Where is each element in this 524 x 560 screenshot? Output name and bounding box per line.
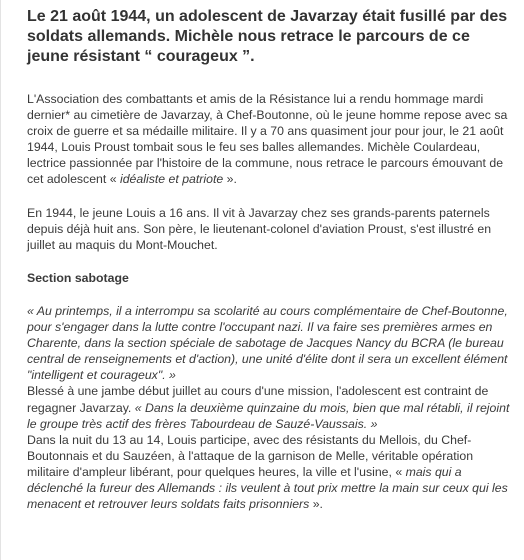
paragraph-injury-quote: « Dans la deuxième quinzaine du mois, bien que mal rétabli, il rejoint le groupe très actif des frères Tabourdeau de Sauzé-Vaussais. » bbox=[27, 400, 510, 431]
paragraph-attack-quote: mais qui a déclenché la fureur des Allemands : ils veulent à tout prix mettre la main sur ceux qui les menacent et retrouver leurs soldats faits prisonniers bbox=[27, 464, 508, 512]
article-headline: Le 21 août 1944, un adolescent de Javarzay était fusillé par des soldats allemands. Michèle nous retrace le parcours de ce jeune résistant “ courageux ”. bbox=[27, 8, 508, 65]
paragraph-attack-end: ». bbox=[309, 497, 323, 512]
article-body bbox=[27, 91, 512, 512]
section-heading: Section sabotage bbox=[27, 270, 129, 285]
paragraph-intro-quote: idéaliste et patriote bbox=[119, 172, 224, 187]
paragraph-intro bbox=[27, 91, 512, 188]
paragraph-injury-text: Blessé à une jambe début juillet au cours d'une mission, l'adolescent est contraint de regagner Javarzay. bbox=[27, 384, 489, 415]
paragraph-context: En 1944, le jeune Louis a 16 ans. Il vit à Javarzay chez ses grands-parents paternels depuis déjà huit ans. Son père, le lieutenant-colonel d'aviation Proust, s'est illustré en juillet au maquis du Mont-Mouchet. bbox=[27, 205, 492, 252]
paragraph-attack-text: Dans la nuit du 13 au 14, Louis participe, avec des résistants du Mellois, du Chef-Boutonnais et du Sauzéen, à l'attaque de la garnison de Melle, véritable opération militaire d'ampleur libérant, pour quelques heures, la ville et l'usine, « bbox=[27, 432, 474, 479]
paragraph-injury bbox=[27, 383, 512, 431]
paragraph-intro-text: L'Association des combattants et amis de la Résistance lui a rendu hommage mardi dernier* au cimetière de Javarzay, à Chef-Boutonne, où le jeune homme repose avec sa croix de guerre et sa médaille militaire. Il y a 70 ans quasiment jour pour jour, le 21 août 1944, Louis Proust tombait sous le feu ses balles allemandes. Michèle Coulardeau, lectrice passionnée par l'histoire de la commune, nous retrace le parcours émouvant de cet adolescent « bbox=[27, 92, 508, 187]
paragraph-intro-end: ». bbox=[223, 172, 237, 187]
paragraph-attack bbox=[27, 432, 512, 512]
paragraph-quote: « Au printemps, il a interrompu sa scolarité au cours complémentaire de Chef-Boutonne, pour s'engager dans la lutte contre l'occupant nazi. Il va faire ses premières armes en Charente, dans la section spéciale de sabotage de Jacques Nancy du BCRA (le bureau central de renseignements et d'action), une unité d'élite dont il sera un excellent élément "intelligent et courageux". » bbox=[27, 303, 508, 383]
